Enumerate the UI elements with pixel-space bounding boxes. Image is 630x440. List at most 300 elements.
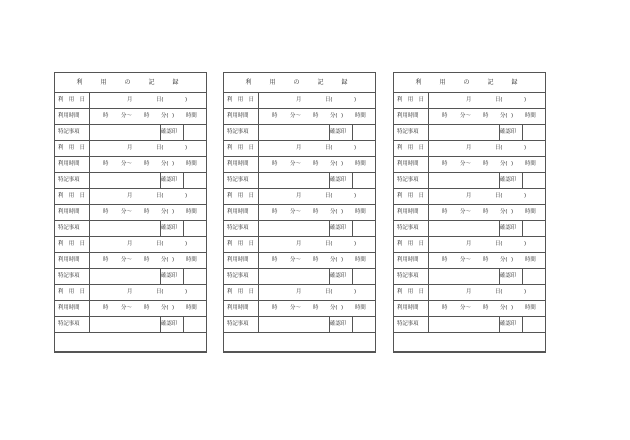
notes-label: 特記事項	[58, 129, 80, 135]
day-field[interactable]: 日(	[495, 145, 503, 151]
start-hour-field[interactable]: 時	[103, 161, 109, 167]
start-hour-field[interactable]: 時	[442, 305, 448, 311]
end-hour-field[interactable]: 時	[313, 113, 319, 119]
weekday-close: )	[354, 145, 357, 151]
duration-close: )	[172, 257, 175, 263]
column-divider	[89, 285, 90, 300]
column-divider	[89, 157, 90, 172]
time-label: 利用時間	[58, 209, 80, 215]
day-field[interactable]: 日(	[156, 289, 164, 295]
date-row	[394, 93, 545, 109]
column-divider	[258, 205, 259, 220]
time-label: 利用時間	[227, 161, 249, 167]
weekday-close: )	[524, 289, 527, 295]
date-row	[55, 237, 206, 253]
column-divider	[258, 141, 259, 156]
date-label: 利 用 日	[397, 193, 424, 199]
start-minute-field[interactable]: 分〜	[460, 113, 471, 119]
notes-row	[224, 317, 375, 333]
month-field[interactable]: 月	[466, 97, 472, 103]
start-minute-field[interactable]: 分〜	[460, 257, 471, 263]
column-divider	[258, 301, 259, 316]
weekday-close: )	[354, 241, 357, 247]
column-divider	[89, 141, 90, 156]
end-minute-field[interactable]: 分(	[161, 161, 169, 167]
start-hour-field[interactable]: 時	[442, 209, 448, 215]
end-minute-field[interactable]: 分(	[330, 209, 338, 215]
start-minute-field[interactable]: 分〜	[121, 257, 132, 263]
column-divider	[89, 237, 90, 252]
time-row	[224, 253, 375, 269]
date-label: 利 用 日	[58, 97, 85, 103]
end-hour-field[interactable]: 時	[483, 305, 489, 311]
start-hour-field[interactable]: 時	[272, 113, 278, 119]
time-row	[55, 205, 206, 221]
notes-row	[394, 125, 545, 141]
notes-label: 特記事項	[227, 177, 249, 183]
duration-close: )	[341, 113, 344, 119]
notes-row	[394, 173, 545, 189]
time-label: 利用時間	[227, 209, 249, 215]
date-label: 利 用 日	[227, 193, 254, 199]
weekday-close: )	[185, 97, 188, 103]
column-divider	[89, 93, 90, 108]
duration-close: )	[172, 113, 175, 119]
month-field[interactable]: 月	[466, 289, 472, 295]
confirm-seal-box[interactable]	[523, 173, 545, 188]
time-label: 利用時間	[397, 209, 419, 215]
notes-label: 特記事項	[227, 321, 249, 327]
time-row	[224, 301, 375, 317]
column-divider	[89, 125, 90, 140]
weekday-close: )	[354, 97, 357, 103]
date-row	[224, 189, 375, 205]
start-hour-field[interactable]: 時	[272, 305, 278, 311]
time-label: 利用時間	[58, 257, 80, 263]
column-divider	[428, 269, 429, 284]
confirm-label: 確認印	[330, 273, 347, 279]
confirm-seal-box[interactable]	[184, 317, 206, 332]
date-label: 利 用 日	[58, 193, 85, 199]
start-hour-field[interactable]: 時	[442, 161, 448, 167]
end-hour-field[interactable]: 時	[483, 161, 489, 167]
end-minute-field[interactable]: 分(	[500, 161, 508, 167]
weekday-close: )	[524, 145, 527, 151]
usage-record-card-1	[54, 72, 207, 353]
confirm-label: 確認印	[500, 177, 517, 183]
confirm-seal-box[interactable]	[523, 221, 545, 236]
column-divider	[258, 237, 259, 252]
duration-close: )	[511, 113, 514, 119]
day-field[interactable]: 日(	[495, 241, 503, 247]
duration-close: )	[341, 305, 344, 311]
time-row	[394, 109, 545, 125]
notes-row	[55, 173, 206, 189]
time-label: 利用時間	[227, 257, 249, 263]
month-field[interactable]: 月	[296, 241, 302, 247]
notes-row	[224, 173, 375, 189]
end-hour-field[interactable]: 時	[313, 161, 319, 167]
start-hour-field[interactable]: 時	[103, 257, 109, 263]
column-divider	[258, 109, 259, 124]
card-title: 利 用 の 記 録	[55, 73, 206, 93]
notes-row	[55, 221, 206, 237]
column-divider	[428, 317, 429, 332]
start-hour-field[interactable]: 時	[103, 209, 109, 215]
time-row	[55, 301, 206, 317]
end-minute-field[interactable]: 分(	[500, 257, 508, 263]
time-label: 利用時間	[397, 113, 419, 119]
notes-label: 特記事項	[58, 177, 80, 183]
weekday-close: )	[185, 289, 188, 295]
notes-label: 特記事項	[58, 225, 80, 231]
end-minute-field[interactable]: 分(	[500, 209, 508, 215]
notes-row	[55, 125, 206, 141]
date-row	[394, 141, 545, 157]
duration-close: )	[511, 257, 514, 263]
confirm-seal-box[interactable]	[523, 317, 545, 332]
confirm-label: 確認印	[500, 273, 517, 279]
column-divider	[89, 221, 90, 236]
confirm-label: 確認印	[500, 129, 517, 135]
column-divider	[258, 93, 259, 108]
hours-unit: 時間	[186, 209, 197, 215]
column-divider	[428, 301, 429, 316]
month-field[interactable]: 月	[127, 145, 133, 151]
confirm-seal-box[interactable]	[353, 317, 375, 332]
confirm-label: 確認印	[161, 321, 178, 327]
date-row	[55, 93, 206, 109]
confirm-label: 確認印	[330, 321, 347, 327]
hours-unit: 時間	[186, 305, 197, 311]
end-minute-field[interactable]: 分(	[330, 257, 338, 263]
confirm-label: 確認印	[500, 321, 517, 327]
start-hour-field[interactable]: 時	[272, 257, 278, 263]
weekday-close: )	[524, 193, 527, 199]
end-minute-field[interactable]: 分(	[330, 113, 338, 119]
blank-row	[55, 333, 206, 352]
duration-close: )	[172, 161, 175, 167]
time-label: 利用時間	[58, 113, 80, 119]
notes-label: 特記事項	[227, 273, 249, 279]
usage-record-card-3	[393, 72, 546, 353]
blank-row	[224, 333, 375, 352]
weekday-close: )	[185, 145, 188, 151]
end-minute-field[interactable]: 分(	[161, 257, 169, 263]
date-label: 利 用 日	[397, 241, 424, 247]
notes-row	[224, 269, 375, 285]
time-row	[394, 205, 545, 221]
end-minute-field[interactable]: 分(	[500, 113, 508, 119]
column-divider	[89, 253, 90, 268]
notes-label: 特記事項	[397, 321, 419, 327]
usage-record-card-2	[223, 72, 376, 353]
date-label: 利 用 日	[227, 97, 254, 103]
notes-label: 特記事項	[397, 273, 419, 279]
confirm-seal-box[interactable]	[184, 269, 206, 284]
confirm-seal-box[interactable]	[523, 125, 545, 140]
end-minute-field[interactable]: 分(	[161, 305, 169, 311]
date-label: 利 用 日	[227, 241, 254, 247]
end-hour-field[interactable]: 時	[313, 305, 319, 311]
date-label: 利 用 日	[227, 289, 254, 295]
confirm-seal-box[interactable]	[353, 269, 375, 284]
column-divider	[258, 221, 259, 236]
day-field[interactable]: 日(	[325, 145, 333, 151]
column-divider	[428, 125, 429, 140]
date-label: 利 用 日	[58, 241, 85, 247]
notes-label: 特記事項	[227, 225, 249, 231]
start-minute-field[interactable]: 分〜	[460, 209, 471, 215]
column-divider	[258, 317, 259, 332]
confirm-label: 確認印	[161, 225, 178, 231]
month-field[interactable]: 月	[466, 145, 472, 151]
day-field[interactable]: 日(	[325, 193, 333, 199]
date-row	[55, 285, 206, 301]
day-field[interactable]: 日(	[156, 193, 164, 199]
hours-unit: 時間	[355, 209, 366, 215]
month-field[interactable]: 月	[296, 97, 302, 103]
column-divider	[258, 269, 259, 284]
end-minute-field[interactable]: 分(	[330, 305, 338, 311]
hours-unit: 時間	[355, 161, 366, 167]
column-divider	[428, 109, 429, 124]
start-minute-field[interactable]: 分〜	[121, 161, 132, 167]
column-divider	[428, 205, 429, 220]
date-row	[55, 141, 206, 157]
day-field[interactable]: 日(	[156, 145, 164, 151]
confirm-seal-box[interactable]	[184, 173, 206, 188]
time-label: 利用時間	[58, 161, 80, 167]
start-hour-field[interactable]: 時	[272, 209, 278, 215]
weekday-close: )	[185, 193, 188, 199]
start-hour-field[interactable]: 時	[103, 113, 109, 119]
time-label: 利用時間	[227, 113, 249, 119]
start-hour-field[interactable]: 時	[442, 113, 448, 119]
end-minute-field[interactable]: 分(	[500, 305, 508, 311]
time-row	[55, 109, 206, 125]
end-minute-field[interactable]: 分(	[161, 113, 169, 119]
end-hour-field[interactable]: 時	[144, 161, 150, 167]
month-field[interactable]: 月	[127, 97, 133, 103]
date-row	[55, 189, 206, 205]
weekday-close: )	[354, 289, 357, 295]
date-row	[394, 285, 545, 301]
notes-label: 特記事項	[397, 177, 419, 183]
duration-close: )	[511, 209, 514, 215]
column-divider	[258, 189, 259, 204]
duration-close: )	[511, 161, 514, 167]
weekday-close: )	[524, 97, 527, 103]
day-field[interactable]: 日(	[495, 289, 503, 295]
confirm-label: 確認印	[330, 225, 347, 231]
column-divider	[428, 221, 429, 236]
time-label: 利用時間	[397, 305, 419, 311]
column-divider	[428, 285, 429, 300]
column-divider	[258, 173, 259, 188]
confirm-seal-box[interactable]	[184, 221, 206, 236]
month-field[interactable]: 月	[296, 289, 302, 295]
notes-label: 特記事項	[58, 273, 80, 279]
duration-close: )	[172, 209, 175, 215]
day-field[interactable]: 日(	[325, 97, 333, 103]
month-field[interactable]: 月	[296, 193, 302, 199]
notes-row	[394, 269, 545, 285]
card-title: 利 用 の 記 録	[224, 73, 375, 93]
notes-row	[224, 125, 375, 141]
end-hour-field[interactable]: 時	[313, 257, 319, 263]
start-minute-field[interactable]: 分〜	[290, 209, 301, 215]
duration-close: )	[341, 161, 344, 167]
date-label: 利 用 日	[397, 289, 424, 295]
notes-row	[394, 221, 545, 237]
time-row	[224, 205, 375, 221]
column-divider	[89, 301, 90, 316]
date-label: 利 用 日	[58, 145, 85, 151]
day-field[interactable]: 日(	[325, 289, 333, 295]
start-minute-field[interactable]: 分〜	[290, 113, 301, 119]
day-field[interactable]: 日(	[325, 241, 333, 247]
month-field[interactable]: 月	[127, 241, 133, 247]
month-field[interactable]: 月	[127, 289, 133, 295]
start-minute-field[interactable]: 分〜	[290, 305, 301, 311]
column-divider	[89, 205, 90, 220]
duration-close: )	[341, 209, 344, 215]
time-row	[394, 157, 545, 173]
hours-unit: 時間	[355, 305, 366, 311]
confirm-label: 確認印	[161, 129, 178, 135]
hours-unit: 時間	[186, 113, 197, 119]
date-row	[224, 93, 375, 109]
notes-label: 特記事項	[397, 225, 419, 231]
date-row	[224, 237, 375, 253]
confirm-label: 確認印	[161, 273, 178, 279]
start-minute-field[interactable]: 分〜	[460, 161, 471, 167]
end-hour-field[interactable]: 時	[483, 257, 489, 263]
hours-unit: 時間	[525, 257, 536, 263]
hours-unit: 時間	[355, 257, 366, 263]
end-hour-field[interactable]: 時	[144, 257, 150, 263]
column-divider	[428, 141, 429, 156]
date-row	[394, 237, 545, 253]
time-label: 利用時間	[397, 257, 419, 263]
column-divider	[428, 157, 429, 172]
weekday-close: )	[354, 193, 357, 199]
confirm-seal-box[interactable]	[353, 221, 375, 236]
date-row	[224, 141, 375, 157]
day-field[interactable]: 日(	[495, 193, 503, 199]
column-divider	[258, 285, 259, 300]
confirm-seal-box[interactable]	[353, 125, 375, 140]
month-field[interactable]: 月	[127, 193, 133, 199]
start-minute-field[interactable]: 分〜	[290, 257, 301, 263]
column-divider	[89, 317, 90, 332]
notes-label: 特記事項	[397, 129, 419, 135]
column-divider	[428, 93, 429, 108]
blank-row	[394, 333, 545, 352]
time-label: 利用時間	[227, 305, 249, 311]
date-label: 利 用 日	[397, 97, 424, 103]
notes-label: 特記事項	[58, 321, 80, 327]
start-minute-field[interactable]: 分〜	[121, 209, 132, 215]
end-hour-field[interactable]: 時	[483, 209, 489, 215]
end-hour-field[interactable]: 時	[144, 209, 150, 215]
end-minute-field[interactable]: 分(	[330, 161, 338, 167]
start-minute-field[interactable]: 分〜	[290, 161, 301, 167]
hours-unit: 時間	[525, 209, 536, 215]
end-minute-field[interactable]: 分(	[161, 209, 169, 215]
confirm-seal-box[interactable]	[523, 269, 545, 284]
time-row	[55, 253, 206, 269]
date-row	[394, 189, 545, 205]
end-hour-field[interactable]: 時	[144, 113, 150, 119]
end-hour-field[interactable]: 時	[483, 113, 489, 119]
time-row	[394, 301, 545, 317]
duration-close: )	[341, 257, 344, 263]
month-field[interactable]: 月	[466, 193, 472, 199]
column-divider	[89, 269, 90, 284]
hours-unit: 時間	[525, 305, 536, 311]
month-field[interactable]: 月	[296, 145, 302, 151]
duration-close: )	[511, 305, 514, 311]
day-field[interactable]: 日(	[156, 241, 164, 247]
column-divider	[428, 173, 429, 188]
notes-row	[394, 317, 545, 333]
hours-unit: 時間	[525, 161, 536, 167]
end-hour-field[interactable]: 時	[313, 209, 319, 215]
hours-unit: 時間	[525, 113, 536, 119]
weekday-close: )	[185, 241, 188, 247]
notes-row	[224, 221, 375, 237]
confirm-label: 確認印	[500, 225, 517, 231]
hours-unit: 時間	[355, 113, 366, 119]
notes-label: 特記事項	[227, 129, 249, 135]
start-hour-field[interactable]: 時	[272, 161, 278, 167]
confirm-seal-box[interactable]	[184, 125, 206, 140]
confirm-label: 確認印	[330, 129, 347, 135]
start-minute-field[interactable]: 分〜	[460, 305, 471, 311]
weekday-close: )	[524, 241, 527, 247]
date-label: 利 用 日	[397, 145, 424, 151]
day-field[interactable]: 日(	[495, 97, 503, 103]
confirm-label: 確認印	[330, 177, 347, 183]
hours-unit: 時間	[186, 257, 197, 263]
start-hour-field[interactable]: 時	[442, 257, 448, 263]
column-divider	[258, 253, 259, 268]
notes-row	[55, 317, 206, 333]
start-hour-field[interactable]: 時	[103, 305, 109, 311]
card-title: 利 用 の 記 録	[394, 73, 545, 93]
start-minute-field[interactable]: 分〜	[121, 305, 132, 311]
month-field[interactable]: 月	[466, 241, 472, 247]
column-divider	[258, 125, 259, 140]
confirm-label: 確認印	[161, 177, 178, 183]
time-row	[224, 157, 375, 173]
column-divider	[428, 189, 429, 204]
column-divider	[89, 189, 90, 204]
time-row	[55, 157, 206, 173]
time-row	[394, 253, 545, 269]
date-row	[224, 285, 375, 301]
column-divider	[89, 109, 90, 124]
start-minute-field[interactable]: 分〜	[121, 113, 132, 119]
end-hour-field[interactable]: 時	[144, 305, 150, 311]
confirm-seal-box[interactable]	[353, 173, 375, 188]
day-field[interactable]: 日(	[156, 97, 164, 103]
time-row	[224, 109, 375, 125]
column-divider	[89, 173, 90, 188]
hours-unit: 時間	[186, 161, 197, 167]
